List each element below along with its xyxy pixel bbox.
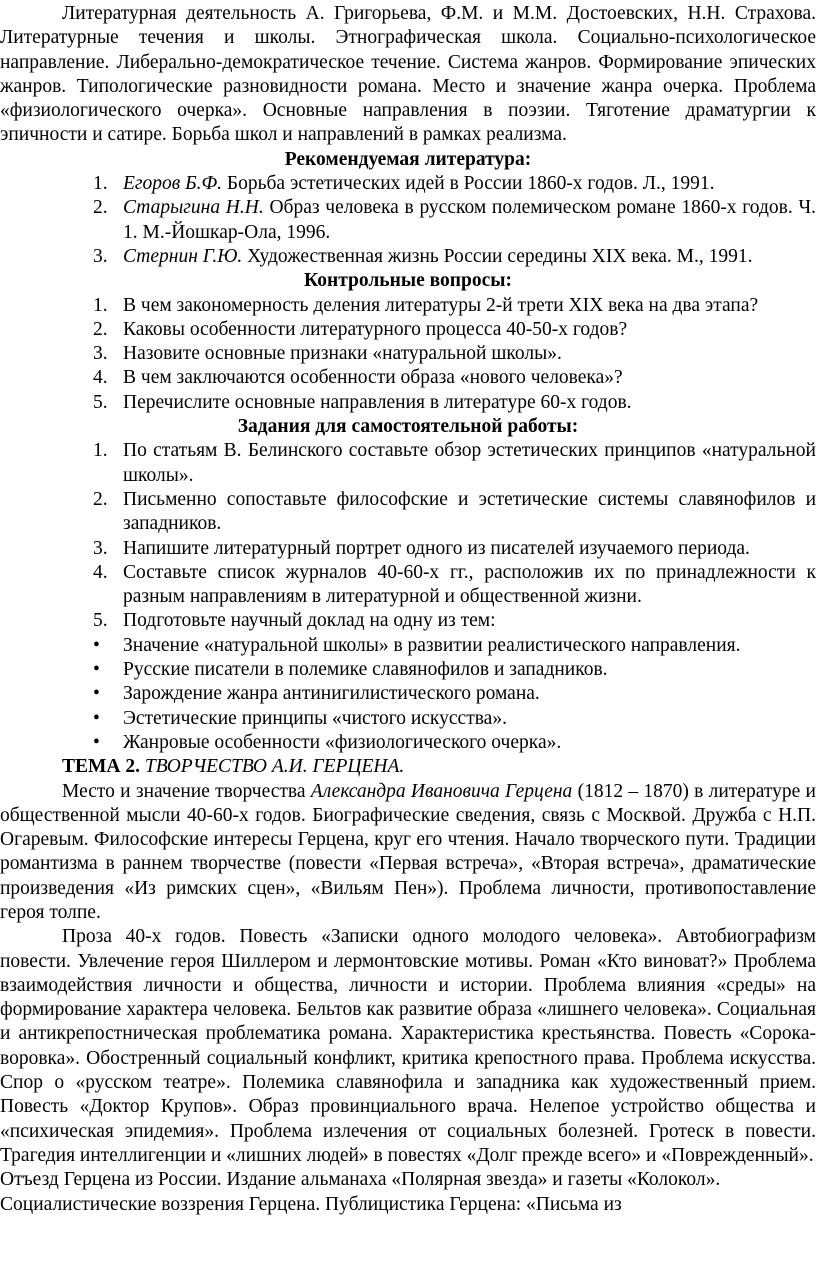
- literature-section: [0, 148, 816, 269]
- task-text: Письменно сопоставьте философские и эстетические системы славянофилов и западников.: [123, 488, 816, 535]
- bullet-text: Жанровые особенности «физиологического очерка».: [123, 731, 562, 753]
- list-number: 3.: [93, 245, 108, 267]
- questions-heading: Контрольные вопросы:: [304, 270, 512, 292]
- topic2-paragraph-2: Проза 40-х годов. Повесть «Записки одного молодого человека». Автобиографизм повести. Увлечение героя Шиллером и лермонтовские мотивы. Роман «Кто виноват?» Проблема взаимодействия личности и общества, личности и истории. Проблема влияния «среды» на формирование характера человека. Бельтов как развитие образа «лишнего человека». Социальная и антикрепостническая проблематика романа. Характеристика крестьянства. Повесть «Сорока-воровка». Обостренный социальный конфликт, критика крепостного права. Проблема искусства. Спор о «русском театре». Полемика славянофила и западника как художественный прием. Повесть «Доктор Крупов». Образ провинциального врача. Нелепое устройство общества и «психическая эпидемия». Проблема излечения от социальных болезней. Гротеск в повести. Трагедия интеллигенции и «лишних людей» в повестях «Долг прежде всего» и «Поврежденный».: [0, 926, 816, 1166]
- task-text: Напишите литературный портрет одного из писателей изучаемого периода.: [123, 537, 750, 559]
- topic-bullet-item: [0, 731, 816, 755]
- list-number: 5.: [93, 610, 108, 632]
- author-name: Егоров Б.Ф.: [123, 173, 223, 195]
- citation-text: Борьба эстетических идей в России 1860-х годов. Л., 1991.: [222, 173, 715, 195]
- topic2-label: ТЕМА 2.: [62, 756, 140, 778]
- task-item: [0, 439, 816, 488]
- list-number: 3.: [93, 537, 108, 559]
- tasks-section: [0, 415, 816, 755]
- task-text: Подготовьте научный доклад на одну из тем:: [123, 610, 496, 632]
- question-item: [0, 366, 816, 390]
- author-name: Стернин Г.Ю.: [123, 245, 243, 267]
- list-number: 2.: [93, 488, 108, 510]
- topic-bullet-item: [0, 707, 816, 731]
- question-text: Каковы особенности литературного процесса 40-50-х годов?: [123, 318, 628, 340]
- author-name: Александра Ивановича Герцена: [310, 780, 573, 802]
- topic-bullet-item: [0, 658, 816, 682]
- topic2-paragraph-1: [0, 780, 816, 926]
- bullet-text: Русские писатели в полемике славянофилов и западников.: [123, 659, 608, 681]
- question-text: Назовите основные признаки «натуральной школы».: [123, 343, 562, 365]
- question-text: В чем закономерность деления литературы 2-й трети XIX века на два этапа?: [123, 294, 759, 316]
- topic2-paragraph-4: Социалистические воззрения Герцена. Публицистика Герцена: «Письма из: [0, 1193, 622, 1215]
- question-item: [0, 391, 816, 415]
- list-number: 1.: [93, 173, 108, 195]
- question-item: [0, 342, 816, 366]
- citation-text: Художественная жизнь России середины XIX века. М., 1991.: [242, 245, 753, 267]
- bullet-text: Значение «натуральной школы» в развитии реалистического направления.: [123, 634, 741, 656]
- paragraph-text: (1812 – 1870) в литературе и общественной мысли 40-60-х годов. Биографические сведения, связь с Москвой. Дружба с Н.П. Огаревым. Философские интересы Герцена, круг его чтения. Начало творческого пути. Традиции романтизма в раннем творчестве (повести «Первая встреча», «Вторая встреча», драматические произведения «Из римских сцен», «Вильям Пен»). Проблема личности, противопоставление героя толпе.: [0, 780, 816, 923]
- topic2-title: ТВОРЧЕСТВО А.И. ГЕРЦЕНА.: [140, 756, 405, 778]
- topic2-paragraph-3: Отъезд Герцена из России. Издание альманаха «Полярная звезда» и газеты «Колокол».: [0, 1169, 721, 1191]
- task-item: [0, 561, 816, 610]
- list-number: 2.: [93, 318, 108, 340]
- list-number: 5.: [93, 391, 108, 413]
- list-number: 4.: [93, 561, 108, 583]
- bullet-text: Зарождение жанра антинигилистического романа.: [123, 683, 540, 705]
- question-item: [0, 294, 816, 318]
- bullet-icon: •: [93, 707, 100, 729]
- document-page: [0, 2, 816, 1217]
- task-item: [0, 609, 816, 633]
- list-number: 3.: [93, 343, 108, 365]
- task-item: [0, 488, 816, 537]
- question-text: Перечислите основные направления в литературе 60-х годов.: [123, 391, 632, 413]
- list-number: 1.: [93, 440, 108, 462]
- intro-paragraph: Литературная деятельность А. Григорьева, Ф.М. и М.М. Достоевских, Н.Н. Страхова. Литературные течения и школы. Этнографическая школа. Социально-психологическое направление. Либерально-демократическое течение. Система жанров. Формирование эпических жанров. Типологические разновидности романа. Место и значение жанра очерка. Проблема «физиологического очерка». Основные направления в поэзии. Тяготение драматургии к эпичности и сатире. Борьба школ и направлений в рамках реализма.: [0, 3, 816, 146]
- bullet-text: Эстетические принципы «чистого искусства».: [123, 707, 507, 729]
- tasks-heading: Задания для самостоятельной работы:: [237, 416, 579, 438]
- task-text: Составьте список журналов 40-60-х гг., расположив их по принадлежности к разным направлениям в литературной и общественной жизни.: [123, 561, 816, 608]
- topic2-section: [0, 755, 816, 1217]
- author-name: Старыгина Н.Н.: [123, 197, 264, 219]
- list-number: 2.: [93, 197, 108, 219]
- literature-item: [0, 196, 816, 245]
- bullet-icon: •: [93, 659, 100, 681]
- literature-item: [0, 172, 816, 196]
- bullet-icon: •: [93, 731, 100, 753]
- literature-heading: Рекомендуемая литература:: [284, 148, 532, 170]
- bullet-icon: •: [93, 634, 100, 656]
- questions-section: [0, 269, 816, 415]
- task-item: [0, 537, 816, 561]
- question-text: В чем заключаются особенности образа «нового человека»?: [123, 367, 623, 389]
- paragraph-text: Место и значение творчества: [62, 780, 311, 802]
- bullet-icon: •: [93, 683, 100, 705]
- citation-text: Образ человека в русском полемическом романе 1860-х годов. Ч. 1. М.-Йошкар-Ола, 1996.: [123, 197, 816, 243]
- list-number: 1.: [93, 294, 108, 316]
- literature-item: [0, 245, 816, 269]
- topic-bullet-item: [0, 634, 816, 658]
- list-number: 4.: [93, 367, 108, 389]
- question-item: [0, 318, 816, 342]
- topic2-heading: [0, 755, 816, 779]
- task-text: По статьям В. Белинского составьте обзор эстетических принципов «натуральной школы».: [123, 440, 816, 486]
- topic-bullet-item: [0, 682, 816, 706]
